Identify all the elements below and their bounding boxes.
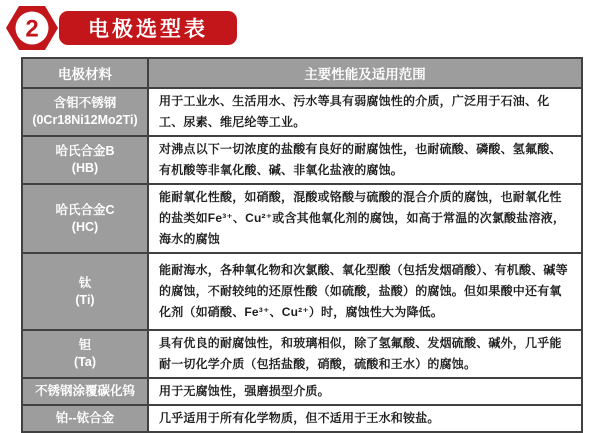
- description-cell: 几乎适用于所有化学物质，但不适用于王水和铵盐。: [148, 405, 582, 432]
- material-cell: [22, 136, 148, 184]
- electrode-selection-table: [21, 57, 583, 433]
- table-row: [22, 253, 582, 330]
- material-cell: [22, 405, 148, 432]
- table-row: [22, 378, 582, 405]
- material-code: (HC): [71, 219, 99, 234]
- table-row: [22, 88, 582, 136]
- material-name: 哈氏合金B: [55, 144, 115, 159]
- material-code: (HB): [71, 161, 99, 175]
- description-cell: 能耐氧化性酸，如硝酸，混酸或铬酸与硫酸的混合介质的腐蚀，也耐氧化性的盐类如Fe³⁺、Cu²⁺或含其他氧化剂的腐蚀，如高于常温的次氯酸盐溶液，海水的腐蚀: [148, 184, 582, 253]
- description-cell: 能耐海水，各种氧化物和次氯酸、氧化型酸（包括发烟硝酸）、有机酸、碱等的腐蚀，不耐较纯的还原性酸（如硫酸，盐酸）的腐蚀。但如果酸中还有氧化剂（如硝酸、Fe³⁺、Cu²⁺）时，腐蚀性大为降低。: [148, 253, 582, 330]
- material-cell: [22, 330, 148, 378]
- material-name: 钛: [78, 275, 92, 290]
- material-name: 含钼不锈钢: [53, 96, 117, 111]
- page-title: 电极选型表: [59, 11, 237, 45]
- material-cell: [22, 184, 148, 253]
- description-cell: 用于无腐蚀性，强磨损型介质。: [148, 378, 582, 405]
- col-header-performance: 主要性能及适用范围: [148, 58, 582, 88]
- description-cell: 用于工业水、生活用水、污水等具有弱腐蚀性的介质，广泛用于石油、化工、尿素、维尼纶等工业。: [148, 88, 582, 136]
- material-code: (Ti): [75, 292, 95, 307]
- col-header-material: 电极材料: [22, 58, 148, 88]
- table-row: [22, 184, 582, 253]
- material-name: 哈氏合金C: [55, 202, 115, 217]
- description-cell: 对沸点以下一切浓度的盐酸有良好的耐腐蚀性，也耐硫酸、磷酸、氢氟酸、有机酸等非氧化酸、碱、非氧化盐液的腐蚀。: [148, 136, 582, 184]
- table-header-row: [22, 58, 582, 88]
- material-cell: [22, 253, 148, 330]
- table-row: [22, 405, 582, 432]
- table-body: [22, 88, 582, 432]
- material-name: 钽: [78, 338, 92, 353]
- description-cell: 具有优良的耐腐蚀性，和玻璃相似，除了氢氟酸、发烟硫酸、碱外，几乎能耐一切化学介质（包括盐酸，硝酸，硫酸和王水）的腐蚀。: [148, 330, 582, 378]
- table-row: [22, 136, 582, 184]
- material-code: (Ta): [74, 355, 96, 369]
- table-header: [22, 58, 582, 88]
- material-code: (0Cr18Ni12Mo2Ti): [32, 113, 138, 127]
- material-name: 铂--铱合金: [55, 411, 115, 426]
- hexagon-badge-icon: [6, 3, 58, 53]
- material-cell: [22, 378, 148, 405]
- material-cell: [22, 88, 148, 136]
- table-row: [22, 330, 582, 378]
- material-name: 不锈钢涂覆碳化钨: [34, 384, 135, 399]
- badge-number: 2: [25, 15, 39, 43]
